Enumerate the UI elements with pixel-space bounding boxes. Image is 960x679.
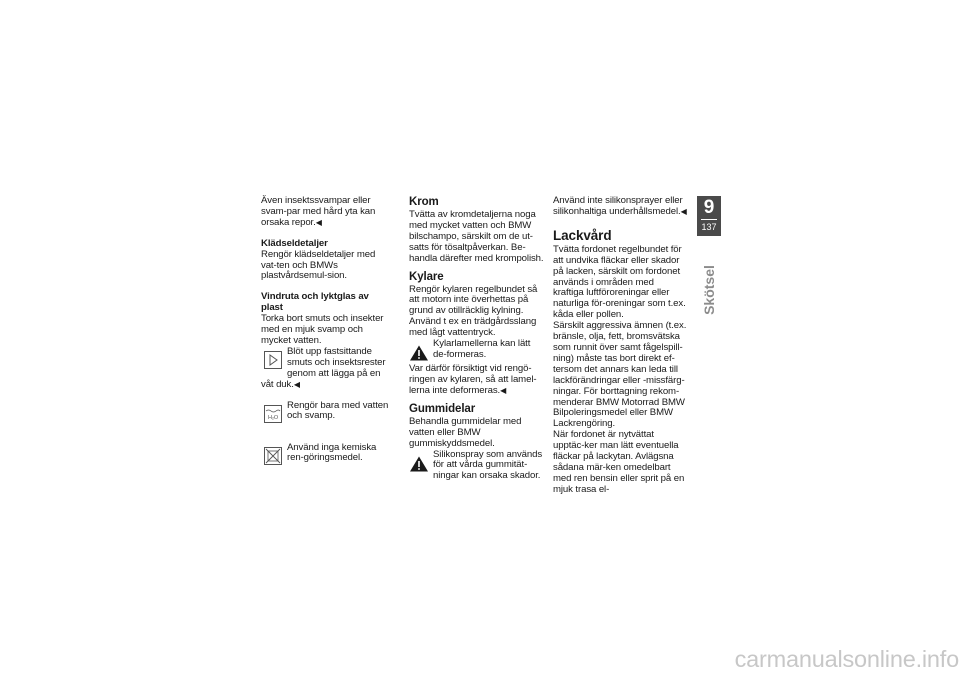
warning-rubber: Silikonspray som används för att vårda gummität-ningar kan orsaka skador. <box>409 450 544 483</box>
water-h2o-icon <box>264 405 282 423</box>
note-arrow-icon <box>264 351 282 369</box>
note-water-only: H₂O Rengör bara med vatten och svamp. <box>261 401 392 423</box>
windshield-paragraph: Torka bort smuts och insekter med en mjuk svamp och mycket vatten. <box>261 313 384 346</box>
chapter-number: 9 <box>703 197 715 218</box>
chapter-sidebar <box>697 196 721 345</box>
column-2 <box>409 196 544 482</box>
cooler-after-paragraph: Var därför försiktigt vid rengö-ringen av kylaren, så att lamel-lerna inte deformeras.◀ <box>409 363 537 396</box>
silicone-paragraph: Använd inte silikonsprayer eller silikonhaltiga underhållsmedel.◀ <box>553 195 687 217</box>
paint-paragraph-3: När fordonet är nytvättat upptäc-ker man lätt eventuella fläckar på lackytan. Avlägsna sådana mär-ken omedelbart med ren bensin eller sprit på en mjuk trasa el- <box>553 429 685 495</box>
end-mark-icon: ◀ <box>500 385 507 395</box>
warning-triangle-icon <box>409 344 429 362</box>
heading-paint-care: Lackvård <box>553 227 612 243</box>
watermark: carmanualsonline.info <box>734 646 959 672</box>
note-no-chemicals: Använd inga kemiska ren-göringsmedel. <box>261 443 392 465</box>
note-soak: Blöt upp fastsittande smuts och insektsrester genom att lägga på en våt duk.◀ <box>261 346 386 390</box>
paint-paragraph-2: Särskilt aggressiva ämnen (t.ex. bränsle, olja, fett, bromsvätska som runnit över samt fågelspill-ning) måste tas bort direkt ef-tersom det annars kan leda till lackförändringar eller -missfärg-ningar. För borttagning rekom-menderar BMW Motorrad BMW Bilpoleringsmedel eller BMW Lackrengöring. <box>553 320 687 430</box>
section-label: Skötsel <box>701 265 717 315</box>
rubber-paragraph: Behandla gummidelar med vatten eller BMW gummiskyddsmedel. <box>409 415 522 449</box>
end-mark-icon: ◀ <box>315 217 322 227</box>
column-3 <box>553 196 687 496</box>
cooler-paragraph: Rengör kylaren regelbundet så att motorn inte överhettas på grund av otillräcklig kylning. Använd t ex en trädgårdsslang med lågt vattentryck. <box>409 283 538 339</box>
heading-upholstery: Klädseldetaljer <box>261 237 328 249</box>
chapter-tab <box>697 196 721 236</box>
h2o-label: H₂O <box>267 414 279 421</box>
warning-triangle-icon <box>409 455 429 473</box>
no-chemicals-icon <box>264 447 282 465</box>
heading-rubber: Gummidelar <box>409 402 476 415</box>
chrome-paragraph: Tvätta av kromdetaljerna noga med mycket vatten och BMW bilschampo, särskilt om de ut-satts för tösaltpåverkan. Be-handla därefter med krompolish. <box>409 209 544 264</box>
heading-cooler: Kylare <box>409 270 444 283</box>
page-number: 137 <box>701 222 717 232</box>
chapter-divider <box>701 219 717 220</box>
upholstery-paragraph: Rengör klädseldetaljer med vat-ten och BMWs plastvårdsemul-sion. <box>261 248 376 282</box>
heading-windshield: Vindruta och lyktglas av plast <box>261 291 369 314</box>
heading-chrome: Krom <box>409 196 439 208</box>
paint-paragraph-1: Tvätta fordonet regelbundet för att undvika fläckar eller skador på lacken, särskilt om fordonet används i områden med kraftiga luftföroreningar eller naturliga för-oreningar som t.ex. kåda eller pollen. <box>553 243 686 321</box>
intro-paragraph: Även insektssvampar eller svam-par med hård yta kan orsaka repor.◀ <box>261 195 376 228</box>
column-1 <box>261 196 392 465</box>
end-mark-icon: ◀ <box>680 206 687 216</box>
warning-cooler: Kylarlamellerna kan lätt de-formeras. <box>409 339 544 364</box>
end-mark-icon: ◀ <box>293 379 300 389</box>
